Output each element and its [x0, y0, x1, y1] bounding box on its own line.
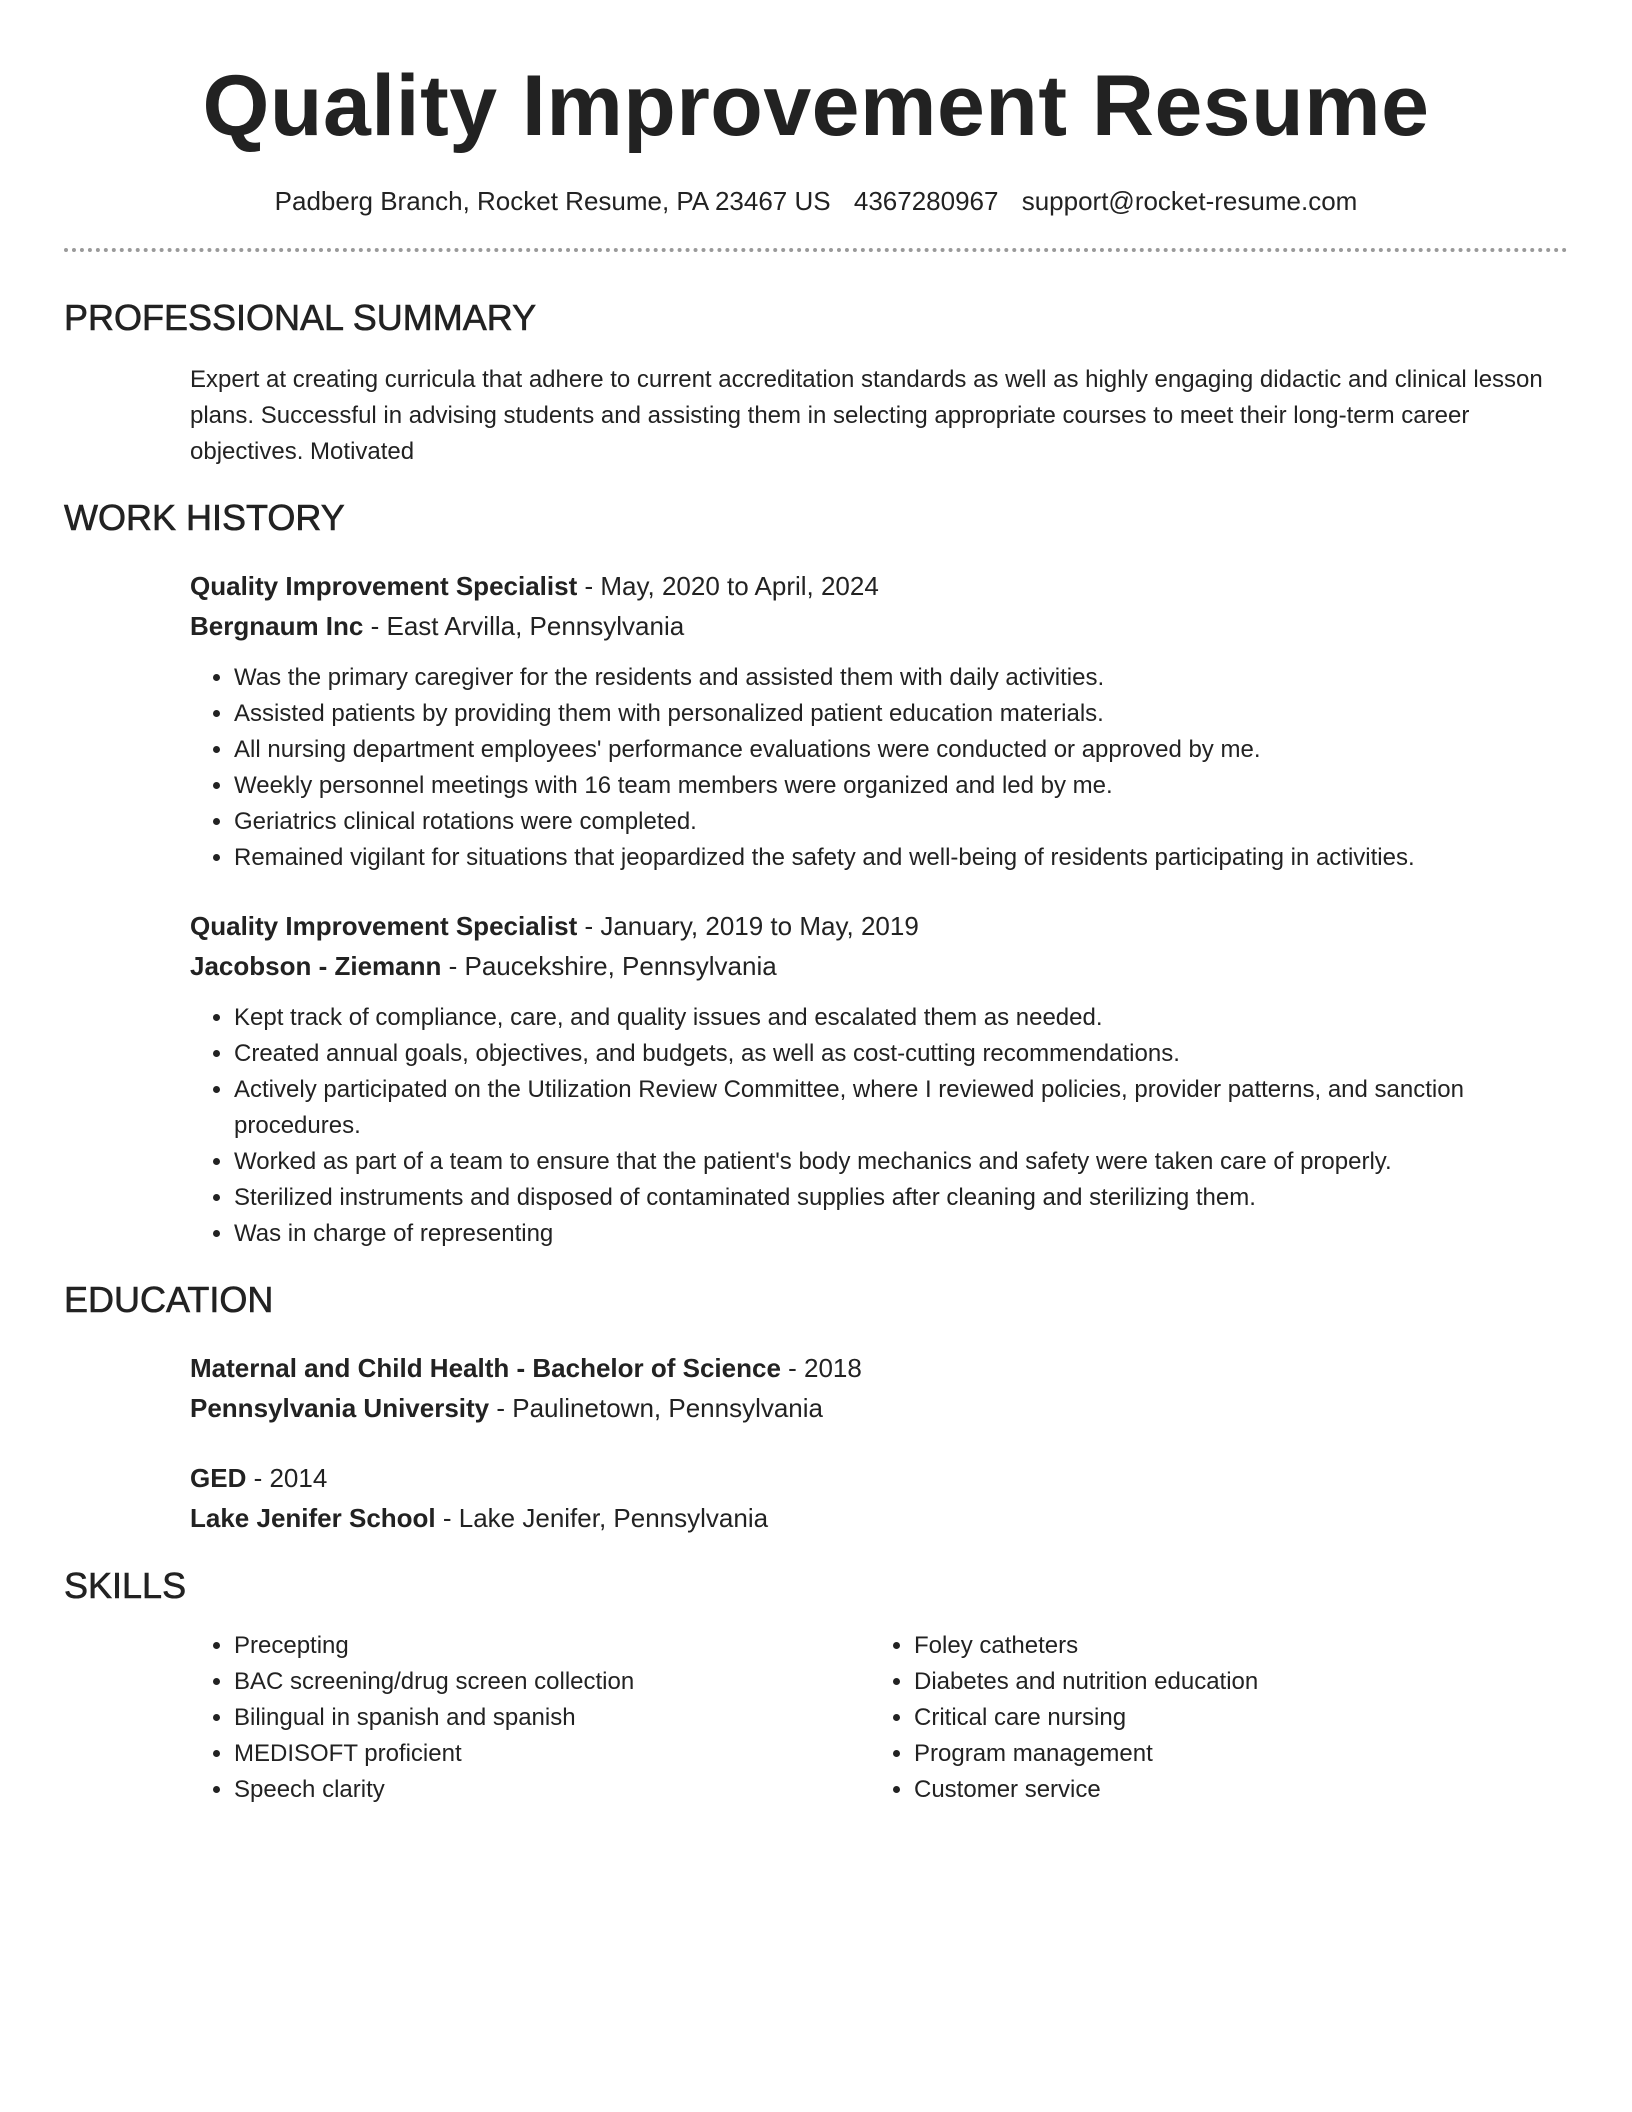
education-location: - Lake Jenifer, Pennsylvania: [435, 1503, 769, 1533]
education-location: - Paulinetown, Pennsylvania: [489, 1393, 824, 1423]
education-entry: [190, 1458, 1568, 1538]
skill-item: • MEDISOFT proficient: [234, 1736, 870, 1772]
contact-email: support@rocket-resume.com: [1021, 186, 1358, 216]
skills-column-left: [190, 1628, 870, 1808]
education-school: Pennsylvania University: [190, 1393, 490, 1423]
skills-column-right: [870, 1628, 1550, 1808]
job-bullet: • Kept track of compliance, care, and quality issues and escalated them as needed.: [234, 1000, 1568, 1036]
job-bullet: • Created annual goals, objectives, and budgets, as well as cost-cutting recommendations.: [234, 1036, 1568, 1072]
job-entry: [190, 566, 1568, 876]
education-degree: Maternal and Child Health - Bachelor of Science: [190, 1353, 781, 1383]
skill-item: • BAC screening/drug screen collection: [234, 1664, 870, 1700]
resume-header: [64, 56, 1568, 218]
skill-item: • Precepting: [234, 1628, 870, 1664]
job-title: Quality Improvement Specialist: [190, 911, 578, 941]
work-history-section: [64, 496, 1568, 1252]
job-title-line: [190, 906, 1568, 946]
skills-heading: SKILLS: [64, 1565, 187, 1606]
job-dates: - May, 2020 to April, 2024: [577, 571, 879, 601]
education-degree: GED: [190, 1463, 247, 1493]
education-year: - 2018: [780, 1353, 862, 1383]
skill-item: • Diabetes and nutrition education: [914, 1664, 1550, 1700]
job-bullets: [190, 1000, 1568, 1252]
job-bullet: • Was the primary caregiver for the residents and assisted them with daily activities.: [234, 660, 1568, 696]
work-history-heading: WORK HISTORY: [64, 497, 345, 538]
summary-text: Expert at creating curricula that adhere to current accreditation standards as well as highly engaging didactic and clinical lesson plans. Successful in advising students and assisting them in selecting appropriate courses to meet their long-term career objectives. Motivated: [190, 366, 1543, 465]
header-divider: [64, 248, 1568, 252]
contact-address: Padberg Branch, Rocket Resume, PA 23467 US: [274, 186, 831, 216]
job-bullet: • Remained vigilant for situations that jeopardized the safety and well-being of residents participating in activities.: [234, 840, 1568, 876]
job-bullet: • Worked as part of a team to ensure that the patient's body mechanics and safety were taken care of properly.: [234, 1144, 1568, 1180]
contact-phone: 4367280967: [853, 186, 999, 216]
job-bullet: • Geriatrics clinical rotations were completed.: [234, 804, 1568, 840]
education-body: [190, 1348, 1568, 1538]
job-bullet: • Assisted patients by providing them with personalized patient education materials.: [234, 696, 1568, 732]
skill-item: • Program management: [914, 1736, 1550, 1772]
education-year: - 2014: [246, 1463, 328, 1493]
skill-item: • Bilingual in spanish and spanish: [234, 1700, 870, 1736]
job-bullet: • Weekly personnel meetings with 16 team members were organized and led by me.: [234, 768, 1568, 804]
job-company: Jacobson - Ziemann: [190, 951, 442, 981]
job-dates: - January, 2019 to May, 2019: [577, 911, 919, 941]
education-school: Lake Jenifer School: [190, 1503, 436, 1533]
education-school-line: [190, 1498, 1568, 1538]
resume-title: Quality Improvement Resume: [202, 58, 1430, 154]
job-location: - East Arvilla, Pennsylvania: [363, 611, 685, 641]
education-school-line: [190, 1388, 1568, 1428]
summary-section: [64, 296, 1568, 470]
contact-line: [64, 184, 1568, 218]
skills-list-right: [870, 1628, 1550, 1808]
education-degree-line: [190, 1348, 1568, 1388]
skill-item: • Speech clarity: [234, 1772, 870, 1808]
work-history-body: [190, 566, 1568, 1252]
skill-item: • Critical care nursing: [914, 1700, 1550, 1736]
skills-list-left: [190, 1628, 870, 1808]
summary-heading: PROFESSIONAL SUMMARY: [64, 297, 537, 338]
job-entry: [190, 906, 1568, 1252]
job-company-line: [190, 946, 1568, 986]
education-degree-line: [190, 1458, 1568, 1498]
skills-grid: [190, 1628, 1568, 1808]
skill-item: • Customer service: [914, 1772, 1550, 1808]
job-bullet: • Sterilized instruments and disposed of contaminated supplies after cleaning and sterilizing them.: [234, 1180, 1568, 1216]
skill-item: • Foley catheters: [914, 1628, 1550, 1664]
summary-body: [190, 362, 1568, 470]
education-section: [64, 1278, 1568, 1538]
job-company-line: [190, 606, 1568, 646]
education-heading: EDUCATION: [64, 1279, 274, 1320]
job-bullet: • Was in charge of representing: [234, 1216, 1568, 1252]
job-title: Quality Improvement Specialist: [190, 571, 578, 601]
job-bullet: • Actively participated on the Utilization Review Committee, where I reviewed policies, provider patterns, and sanction procedures.: [234, 1072, 1568, 1144]
job-location: - Paucekshire, Pennsylvania: [441, 951, 777, 981]
job-bullet: • All nursing department employees' performance evaluations were conducted or approved by me.: [234, 732, 1568, 768]
job-company: Bergnaum Inc: [190, 611, 364, 641]
skills-section: [64, 1564, 1568, 1808]
job-bullets: [190, 660, 1568, 876]
skills-body: [190, 1628, 1568, 1808]
education-entry: [190, 1348, 1568, 1428]
job-title-line: [190, 566, 1568, 606]
